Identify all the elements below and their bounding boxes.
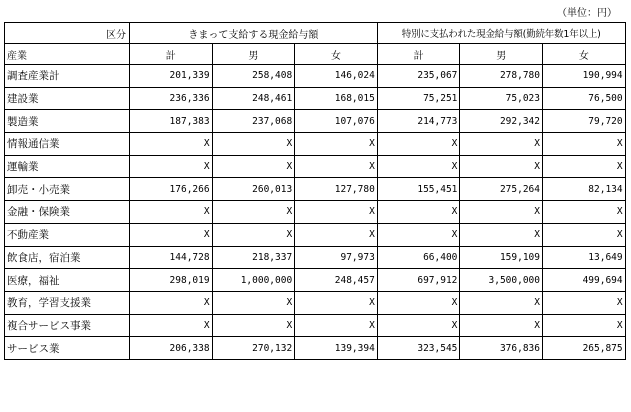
value-cell: 260,013 [212,178,295,201]
value-cell: 159,109 [460,246,543,269]
group-regular-wage-header: きまって支給する現金給与額 [130,23,378,44]
value-cell: 127,780 [295,178,378,201]
table-row [5,87,626,110]
value-cell: 201,339 [130,65,213,88]
value-cell: X [212,133,295,156]
value-cell: 237,068 [212,110,295,133]
value-cell: 82,134 [543,178,626,201]
value-cell: X [295,291,378,314]
table-row [5,314,626,337]
value-cell: X [377,314,460,337]
value-cell: 275,264 [460,178,543,201]
industry-label: 卸売・小売業 [5,178,130,201]
value-cell: X [377,291,460,314]
industry-label: 情報通信業 [5,133,130,156]
industry-label: 飲食店，宿泊業 [5,246,130,269]
value-cell: 176,266 [130,178,213,201]
sangyo-label: 産業 [5,44,130,65]
value-cell: X [543,201,626,224]
value-cell: X [212,314,295,337]
value-cell: 278,780 [460,65,543,88]
value-cell: 298,019 [130,269,213,292]
value-cell: X [130,155,213,178]
industry-label: 運輸業 [5,155,130,178]
value-cell: X [130,291,213,314]
value-cell: 146,024 [295,65,378,88]
value-cell: 248,461 [212,87,295,110]
wage-table [4,22,626,360]
value-cell: 697,912 [377,269,460,292]
value-cell: 499,694 [543,269,626,292]
value-cell: 139,394 [295,337,378,360]
value-cell: 79,720 [543,110,626,133]
value-cell: 76,500 [543,87,626,110]
sub-header-female-1: 女 [295,44,378,65]
value-cell: X [377,155,460,178]
table-row [5,337,626,360]
value-cell: 75,023 [460,87,543,110]
industry-label: 医療，福祉 [5,269,130,292]
kubun-label: 区分 [5,23,130,44]
value-cell: 270,132 [212,337,295,360]
value-cell: X [212,223,295,246]
value-cell: X [130,223,213,246]
value-cell: X [377,201,460,224]
value-cell: X [460,201,543,224]
value-cell: 155,451 [377,178,460,201]
value-cell: 214,773 [377,110,460,133]
industry-label: 建設業 [5,87,130,110]
value-cell: X [543,133,626,156]
value-cell: X [543,155,626,178]
table-row [5,110,626,133]
value-cell: 323,545 [377,337,460,360]
value-cell: X [212,201,295,224]
value-cell: X [212,291,295,314]
value-cell: 168,015 [295,87,378,110]
unit-label: （単位：円） [557,8,617,19]
value-cell: 235,067 [377,65,460,88]
value-cell: X [460,314,543,337]
value-cell: X [460,133,543,156]
value-cell: X [130,133,213,156]
value-cell: X [295,201,378,224]
table-row [5,269,626,292]
value-cell: 144,728 [130,246,213,269]
value-cell: 66,400 [377,246,460,269]
header-row-sub [5,44,626,65]
value-cell: X [295,314,378,337]
industry-label: 複合サービス事業 [5,314,130,337]
table-row [5,291,626,314]
sub-header-female-2: 女 [543,44,626,65]
value-cell: X [543,291,626,314]
sub-header-male-2: 男 [460,44,543,65]
value-cell: 1,000,000 [212,269,295,292]
table-row [5,155,626,178]
value-cell: 187,383 [130,110,213,133]
industry-label: 製造業 [5,110,130,133]
value-cell: 206,338 [130,337,213,360]
value-cell: 218,337 [212,246,295,269]
value-cell: X [130,314,213,337]
table-row [5,246,626,269]
industry-label: 教育，学習支援業 [5,291,130,314]
value-cell: X [377,223,460,246]
value-cell: 258,408 [212,65,295,88]
value-cell: 190,994 [543,65,626,88]
header-row-groups [5,23,626,44]
value-cell: X [295,223,378,246]
table-row [5,65,626,88]
table-row [5,178,626,201]
value-cell: 292,342 [460,110,543,133]
value-cell: 107,076 [295,110,378,133]
value-cell: X [543,314,626,337]
sub-header-total-1: 計 [130,44,213,65]
value-cell: 3,500,000 [460,269,543,292]
table-row [5,133,626,156]
value-cell: X [460,223,543,246]
sub-header-male-1: 男 [212,44,295,65]
value-cell: 97,973 [295,246,378,269]
industry-label: サービス業 [5,337,130,360]
industry-label: 不動産業 [5,223,130,246]
value-cell: 265,875 [543,337,626,360]
sub-header-total-2: 計 [377,44,460,65]
value-cell: X [295,155,378,178]
group-special-wage-header: 特別に支払われた現金給与額(勤続年数1年以上) [377,23,625,44]
value-cell: X [212,155,295,178]
value-cell: 75,251 [377,87,460,110]
value-cell: 13,649 [543,246,626,269]
value-cell: X [543,223,626,246]
value-cell: 248,457 [295,269,378,292]
value-cell: X [377,133,460,156]
industry-label: 調査産業計 [5,65,130,88]
value-cell: X [460,155,543,178]
value-cell: 236,336 [130,87,213,110]
value-cell: X [130,201,213,224]
value-cell: X [460,291,543,314]
value-cell: 376,836 [460,337,543,360]
table-row [5,201,626,224]
industry-label: 金融・保険業 [5,201,130,224]
value-cell: X [295,133,378,156]
table-row [5,223,626,246]
